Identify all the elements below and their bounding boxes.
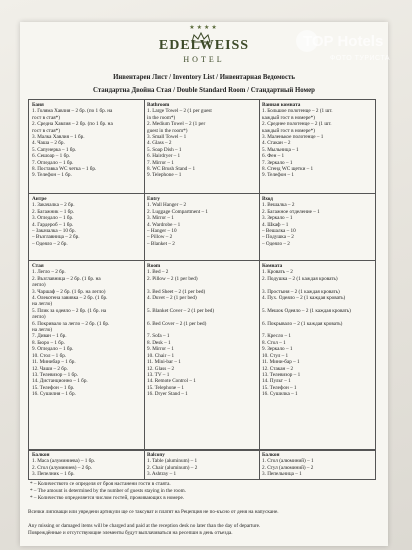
inventory-item: 13. TV – 1: [147, 371, 170, 378]
section-heading: Антре: [32, 196, 47, 202]
inventory-item: 5. Мешок Одеяло – 2 (1 каждая кровать): [262, 307, 351, 314]
inventory-item: 12. Стакан – 2: [262, 365, 294, 372]
inventory-item: 3. Small Towel – 1: [147, 134, 187, 141]
inventory-item: – Pillow – 2: [147, 234, 173, 241]
section-heading: Entry: [147, 196, 160, 202]
inventory-item: 15. Телефон – 1 бр.: [32, 384, 75, 391]
inventory-item: – Hanger – 10: [147, 228, 177, 235]
watermark-subtitle: ФОТО ТУРИСТА: [330, 55, 391, 62]
inventory-item: 5. Плик за одеяло – 2 бр. (1 бр. на: [32, 307, 107, 314]
inventory-item: каждый гост в номере*): [262, 114, 315, 121]
hotel-stars: ★★★★: [189, 25, 219, 31]
inventory-item: 1. Bed – 2: [147, 269, 169, 276]
section-heading: Ванная комната: [262, 102, 301, 108]
inventory-item: 10. Стул – 1: [262, 352, 289, 359]
inventory-item: гост в стая*): [32, 127, 60, 134]
inventory-item: 5. Мыльница – 1: [262, 146, 299, 153]
inventory-item: 9. Зеркало – 1: [262, 346, 293, 353]
inventory-item: 12. Glass – 2: [147, 365, 175, 372]
inventory-item: 1. Кровать – 2: [262, 269, 293, 276]
room-type-title: Стандартна Двойна Стая / Double Standard Room / Стандартный Номер: [93, 87, 315, 94]
section-heading: Balcony: [147, 452, 165, 458]
inventory-item: 11. Mini-bar – 1: [147, 359, 181, 366]
inventory-item: 3. Простыня – 2 (1 каждая кровать): [262, 288, 340, 295]
section-heading: Балкон: [262, 452, 280, 458]
inventory-item: 7. Кресло – 1: [262, 333, 291, 340]
inventory-item: 11. Мини-бар – 1: [262, 359, 300, 366]
inventory-item: 9. Telephone – 1: [147, 172, 182, 179]
inventory-item: 6. Покрывало – 2 (1 каждая кровать): [262, 320, 343, 327]
inventory-item: – Blanket – 2: [147, 240, 175, 247]
inventory-item: 2. Стул (алюминий) – 2: [262, 464, 314, 471]
bath-en-cell: [147, 102, 257, 192]
inventory-item: 9. Телефон – 1: [262, 172, 294, 179]
hall-bg-cell: [32, 196, 142, 258]
inventory-item: 7. Mirror – 1: [147, 159, 174, 166]
inventory-item: 7. Зеркало – 1: [262, 159, 293, 166]
inventory-item: 4. Wardrobe – 1: [147, 221, 181, 228]
inventory-item: – Подушка – 2: [262, 234, 294, 241]
row-divider: [29, 260, 375, 261]
section-heading: Вход: [262, 196, 273, 202]
inventory-item: 16. Dryer Stand – 1: [147, 391, 188, 398]
section-heading: Стая: [32, 263, 44, 269]
inventory-item: 10. Стол – 1 бр.: [32, 352, 67, 359]
inventory-item: 4. Шкаф – 1: [262, 221, 289, 228]
column-divider: [144, 451, 145, 479]
inventory-item: 8. WC Brush Stand – 1: [147, 166, 196, 173]
inventory-item: 2. Багажное отделение – 1: [262, 208, 320, 215]
inventory-item: на легло): [32, 327, 53, 334]
inventory-item: 6. Фен – 1: [262, 153, 285, 160]
inventory-item: 1. Легло – 2 бр.: [32, 269, 66, 276]
inventory-item: 2. Стол (алуминиев) – 2 бр.: [32, 464, 93, 471]
inventory-item: 2. Подушка – 2 (1 каждая кровать): [262, 275, 338, 282]
section-heading: Комната: [262, 263, 283, 269]
inventory-item: 5. Blanket Cover – 2 (1 per bed): [147, 307, 215, 314]
watermark: TOP Hotels: [303, 33, 384, 50]
inventory-item: 1. Большое полотенце – 2 (1 шт.: [262, 108, 333, 115]
section-heading: Балкон: [32, 452, 50, 458]
inventory-item: 8. Бюро – 1 бр.: [32, 339, 65, 346]
inventory-item: 4. Пух. Одеяло – 2 (1 каждая кровать): [262, 295, 346, 302]
note-line: * – Количество определяется числом гостей, проживающих в номере.: [30, 495, 185, 501]
inventory-item: 3. Зеркало – 1: [262, 215, 293, 222]
inventory-item: 2. Chair (aluminum) – 2: [147, 464, 198, 471]
footer-line: Any missing or damaged items will be charged and paid at the reception desk no later than the day of departure.: [28, 523, 261, 529]
inventory-item: 4. Гардероб – 1 бр.: [32, 221, 74, 228]
column-divider: [144, 100, 145, 449]
inventory-item: 8. Стенд WC щетки – 1: [262, 166, 314, 173]
inventory-item: 2. Багажник – 1 бр.: [32, 208, 75, 215]
inventory-item: 14. Дистанционно – 1 бр.: [32, 378, 88, 385]
inventory-item: guest in the room*): [147, 127, 188, 134]
inventory-item: 3. Ashtray – 1: [147, 471, 177, 478]
inventory-item: in the room*): [147, 114, 176, 121]
inventory-item: 8. Desk – 1: [147, 339, 171, 346]
inventory-item: на легло): [32, 301, 53, 308]
inventory-item: 3. Малка Хавлия – 1 бр.: [32, 134, 85, 141]
inventory-item: 2. Pillow – 2 (1 per bed): [147, 275, 198, 282]
inventory-item: гост в стая*): [32, 114, 60, 121]
inventory-item: 9. Mirror – 1: [147, 346, 174, 353]
inventory-item: 1. Table (aluminum) – 1: [147, 458, 198, 465]
inventory-item: 16. Сушилка – 1: [262, 391, 298, 398]
inventory-item: легло): [32, 282, 46, 289]
inventory-item: 1. Маса (алуминиева) – 1 бр.: [32, 458, 96, 465]
inventory-item: 6. Hairdryer – 1: [147, 153, 181, 160]
inventory-item: каждый гост в номере*): [262, 127, 315, 134]
column-divider: [259, 451, 260, 479]
inventory-item: 11. Минибар – 1 бр.: [32, 359, 76, 366]
inventory-item: 15. Telephone – 1: [147, 384, 184, 391]
room-en-cell: [147, 263, 257, 447]
inventory-sheet: [20, 22, 391, 546]
inventory-item: 3. Маленькое полотенце – 1: [262, 134, 324, 141]
hall-en-cell: [147, 196, 257, 258]
inventory-item: 2. Средна Хавлия – 2 бр. (по 1 бр. на: [32, 121, 113, 128]
hotel-logo: EDELWEISS: [158, 38, 250, 53]
balcony-bg-cell: [32, 452, 142, 478]
inventory-item: 6. Покривало за легло – 2 бр. (1 бр.: [32, 320, 110, 327]
inventory-item: 1. Стол (алюминий) – 1: [262, 458, 314, 465]
inventory-item: 16. Сушилня – 1 бр.: [32, 391, 76, 398]
inventory-item: 3. Bed Sheet – 2 (1 per bed): [147, 288, 206, 295]
inventory-item: – Одеяло – 2: [262, 240, 290, 247]
section-heading: Баня: [32, 102, 44, 108]
inventory-item: – Закачалка – 10 бр.: [32, 228, 76, 235]
inventory-item: 5. Сапунерка – 1 бр.: [32, 146, 77, 153]
inventory-item: 4. Duvet – 2 (1 per bed): [147, 295, 197, 302]
inventory-item: 9. Телефон – 1 бр.: [32, 172, 72, 179]
inventory-item: 2. Luggage Compartment – 1: [147, 208, 208, 215]
inventory-item: 3. Чаршаф – 2 бр. (1 бр. на легло): [32, 288, 106, 295]
inventory-item: 3. Пепелник – 1 бр.: [32, 471, 75, 478]
inventory-item: 9. Огледало – 1 бр.: [32, 346, 74, 353]
inventory-item: легло): [32, 314, 46, 321]
section-heading: Bathroom: [147, 102, 170, 108]
inventory-item: 8. Поставка WC четка – 1 бр.: [32, 166, 97, 173]
inventory-item: 1. Вешалка – 2: [262, 202, 295, 209]
inventory-item: 7. Диван – 1 бр.: [32, 333, 67, 340]
inventory-item: 1. Закачалка – 2 бр.: [32, 202, 75, 209]
note-line: * – Количеството се определя от броя настанени гости в стаята.: [30, 481, 171, 487]
inventory-item: 3. Огледало – 1 бр.: [32, 215, 74, 222]
hall-ru-cell: [262, 196, 373, 258]
inventory-item: 13. Телевизор – 1 бр.: [32, 371, 78, 378]
inventory-item: 12. Чаши – 2 бр.: [32, 365, 68, 372]
hotel-logo-subtitle: HOTEL: [183, 55, 225, 64]
inventory-item: 2. Възглавница – 2 бр. (1 бр. на: [32, 275, 101, 282]
inventory-item: 10. Chair – 1: [147, 352, 175, 359]
bath-ru-cell: [262, 102, 373, 192]
inventory-item: 7. Огледало – 1 бр.: [32, 159, 74, 166]
balcony-ru-cell: [262, 452, 373, 478]
inventory-item: – Възглавница – 2 бр.: [32, 234, 80, 241]
room-ru-cell: [262, 263, 373, 447]
room-bg-cell: [32, 263, 142, 447]
inventory-item: – Вешалка – 10: [262, 228, 296, 235]
footer-line: Повреждённые и отсутствующие элементы будут выплачиваться на ресепшн в день отъезда.: [28, 530, 233, 536]
inventory-item: 6. Сешоар – 1 бр.: [32, 153, 71, 160]
balcony-en-cell: [147, 452, 257, 478]
bath-bg-cell: [32, 102, 142, 192]
inventory-item: 15. Телефон – 1: [262, 384, 297, 391]
inventory-item: 14. Remote Control – 1: [147, 378, 196, 385]
inventory-table: [28, 99, 376, 450]
inventory-item: 13. Телевизор – 1: [262, 371, 301, 378]
balcony-table: [28, 450, 376, 480]
inventory-item: 2. Среднее полотенце – 2 (1 шт.: [262, 121, 332, 128]
inventory-item: 4. Стакан – 2: [262, 140, 291, 147]
inventory-item: 1. Голяма Хавлия – 2 бр. (по 1 бр. на: [32, 108, 113, 115]
inventory-item: 2. Medium Towel – 2 (1 per: [147, 121, 206, 128]
inventory-item: – Одеяло – 2 бр.: [32, 240, 68, 247]
footer-line: Всички липсващи или увредени артикули ще се таксуват и платят на Рецепция не по-късно от деня на напускане.: [28, 509, 279, 515]
inventory-item: 3. Пепельница – 1: [262, 471, 302, 478]
inventory-item: 8. Стол – 1: [262, 339, 286, 346]
inventory-item: 7. Sofa – 1: [147, 333, 170, 340]
inventory-item: 3. Mirror – 1: [147, 215, 174, 222]
note-line: * – The amount is determined by the number of guests staying in the room.: [30, 488, 186, 494]
inventory-item: 5. Soap Dish – 1: [147, 146, 182, 153]
section-heading: Room: [147, 263, 161, 269]
inventory-item: 1. Wall Hanger – 2: [147, 202, 187, 209]
inventory-item: 1. Large Towel – 2 (1 per guest: [147, 108, 212, 115]
inventory-item: 14. Пульт – 1: [262, 378, 291, 385]
inventory-item: 4. Чаша – 2 бр.: [32, 140, 65, 147]
row-divider: [29, 193, 375, 194]
column-divider: [259, 100, 260, 449]
inventory-title: Инвентарен Лист / Inventory List / Инвентарная Ведомость: [113, 74, 295, 81]
inventory-item: 6. Bed Cover – 2 (1 per bed): [147, 320, 207, 327]
inventory-item: 4. Олекотена завивка – 2 бр. (1 бр.: [32, 295, 108, 302]
inventory-item: 4. Glass – 2: [147, 140, 172, 147]
